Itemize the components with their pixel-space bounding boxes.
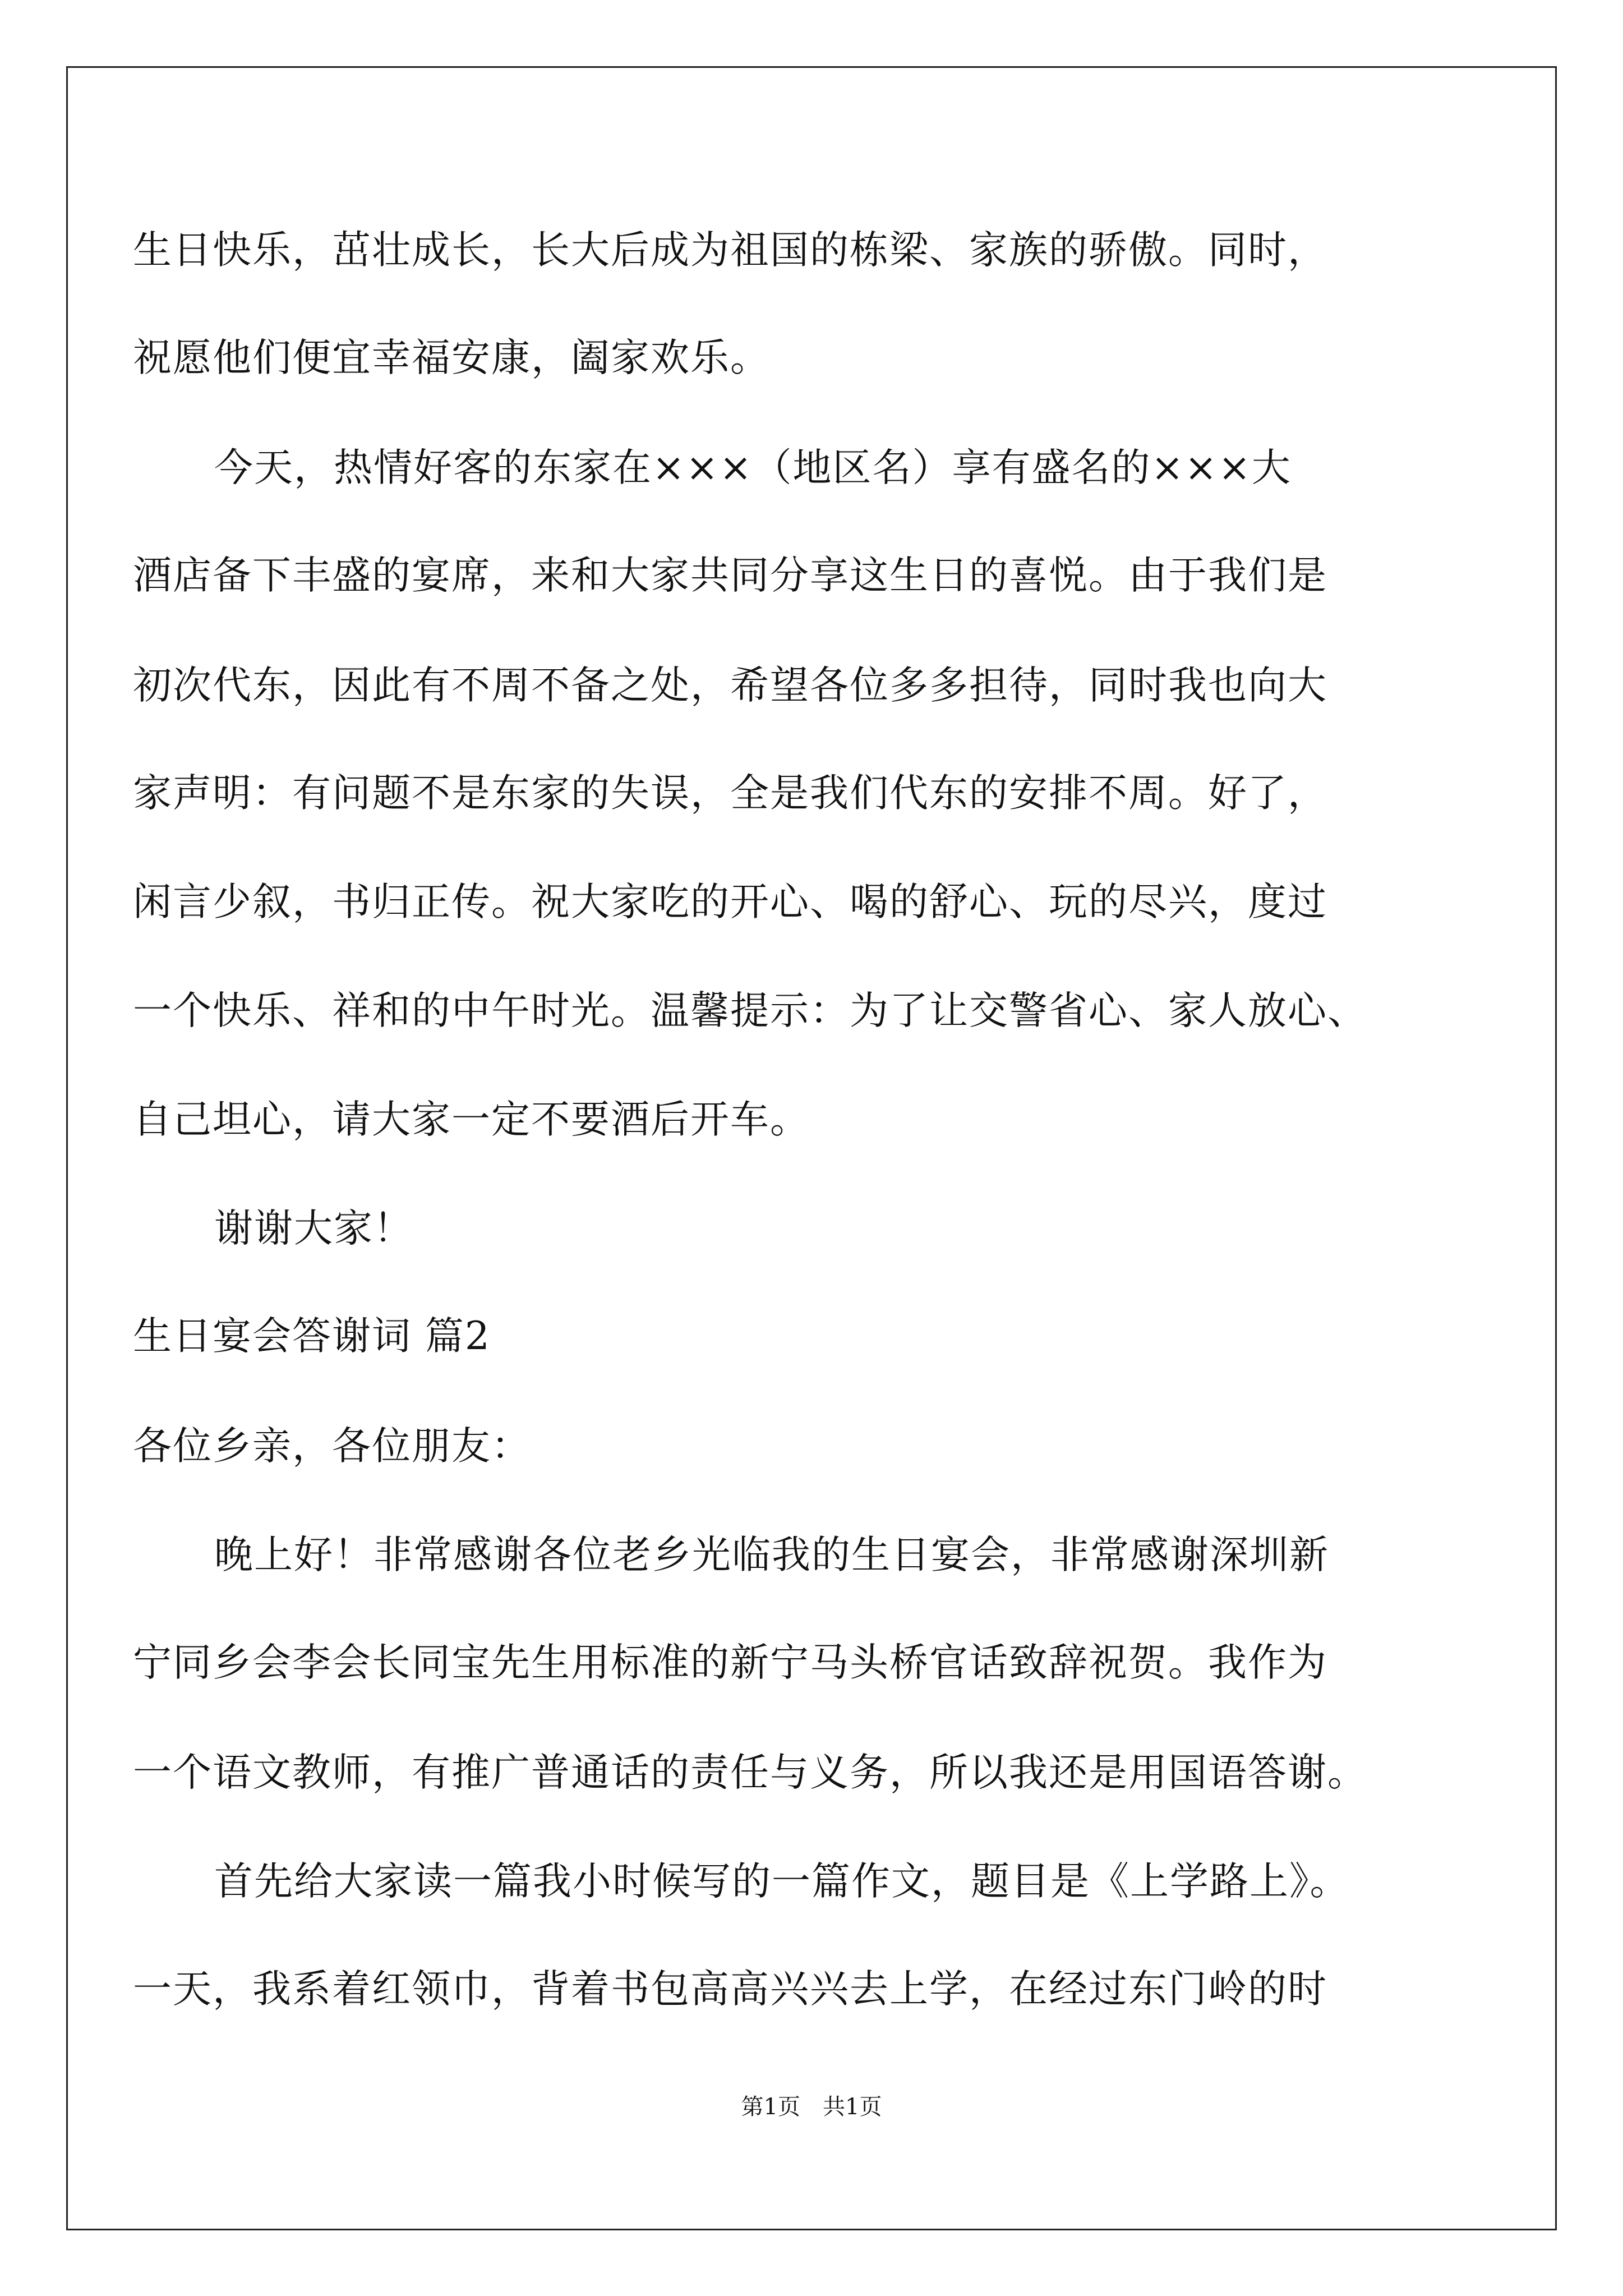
paragraph-line: 宁同乡会李会长同宝先生用标准的新宁马头桥官话致辞祝贺。我作为 <box>133 1640 1327 1685</box>
paragraph-line: 晚上好！非常感谢各位老乡光临我的生日宴会，非常感谢深圳新 <box>214 1533 1329 1577</box>
paragraph-line: 一个快乐、祥和的中午时光。温馨提示：为了让交警省心、家人放心、 <box>133 988 1367 1033</box>
paragraph-line: 酒店备下丰盛的宴席，来和大家共同分享这生日的喜悦。由于我们是 <box>133 553 1327 598</box>
paragraph-line: 谢谢大家！ <box>214 1206 413 1251</box>
paragraph-line: 家声明：有问题不是东家的失误，全是我们代东的安排不周。好了， <box>133 771 1327 816</box>
paragraph-line: 初次代东，因此有不周不备之处，希望各位多多担待，同时我也向大 <box>133 663 1327 708</box>
paragraph-line: 闲言少叙，书归正传。祝大家吃的开心、喝的舒心、玩的尽兴，度过 <box>133 880 1327 924</box>
page-number: 第1页 <box>741 2094 800 2120</box>
page-border <box>66 66 1557 2230</box>
paragraph-line: 首先给大家读一篇我小时候写的一篇作文，题目是《上学路上》。 <box>214 1859 1350 1904</box>
section-heading: 生日宴会答谢词 篇2 <box>133 1314 491 1359</box>
paragraph-line: 祝愿他们便宜幸福安康，阖家欢乐。 <box>133 335 770 380</box>
paragraph-line: 今天，热情好客的东家在×××（地区名）享有盛名的×××大 <box>214 445 1292 490</box>
page-total: 共1页 <box>823 2094 882 2120</box>
paragraph-line: 一个语文教师，有推广普通话的责任与义务，所以我还是用国语答谢。 <box>133 1750 1367 1795</box>
salutation: 各位乡亲，各位朋友： <box>133 1424 531 1469</box>
paragraph-line: 生日快乐，茁壮成长，长大后成为祖国的栋梁、家族的骄傲。同时， <box>133 228 1327 273</box>
page-footer <box>0 2096 1623 2118</box>
paragraph-line: 一天，我系着红领巾，背着书包高高兴兴去上学，在经过东门岭的时 <box>133 1967 1327 2012</box>
paragraph-line: 自己坦心，请大家一定不要酒后开车。 <box>133 1097 810 1142</box>
